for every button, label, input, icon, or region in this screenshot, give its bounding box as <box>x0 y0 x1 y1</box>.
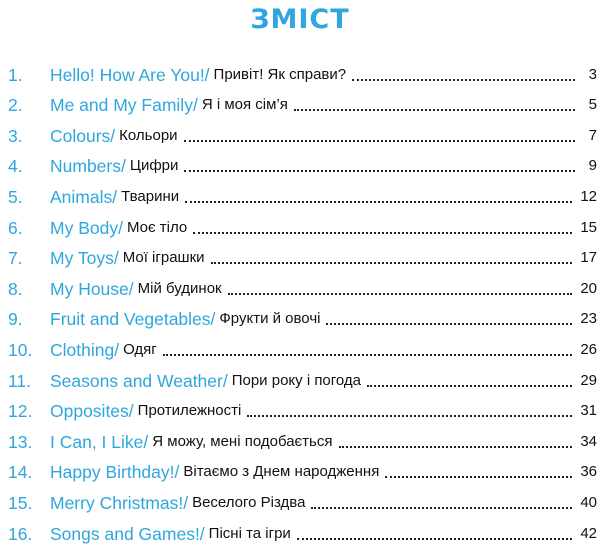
entry-number-text: 10. <box>8 339 33 360</box>
entry-number <box>0 431 50 453</box>
entry-number-text: 7. <box>8 248 23 269</box>
entry-number-text: 5. <box>8 186 23 207</box>
entry-title-ukrainian: Я і моя сім’я <box>201 96 288 114</box>
entry-title-ukrainian: Протилежності <box>137 402 242 420</box>
dot-leader <box>326 323 572 325</box>
toc-entry[interactable] <box>0 208 600 239</box>
entry-title-english: My Toys/ <box>50 248 119 269</box>
entry-number-text: 6. <box>8 217 23 238</box>
entry-title-ukrainian: Тварини <box>121 187 180 205</box>
toc-entry[interactable] <box>0 422 600 453</box>
toc-entry[interactable] <box>0 116 600 147</box>
entry-title-ukrainian: Кольори <box>119 126 178 144</box>
dot-leader <box>367 385 572 387</box>
entry-title-english: Happy Birthday!/ <box>50 462 180 483</box>
entry-number-text: 3. <box>8 125 23 146</box>
entry-title-ukrainian: Привіт! Як справи? <box>213 65 347 83</box>
entry-title-ukrainian: Вітаємо з Днем народження <box>183 463 380 481</box>
toc-entry[interactable] <box>0 392 600 423</box>
toc-entry[interactable] <box>0 361 600 392</box>
entry-number <box>0 400 50 422</box>
entry-number <box>0 247 50 269</box>
entry-title-english: Hello! How Are You!/ <box>50 64 210 85</box>
entry-number <box>0 217 50 239</box>
dot-leader <box>193 232 572 234</box>
entry-number-text: 14. <box>8 462 33 483</box>
entry-title-english: Clothing/ <box>50 339 120 360</box>
entry-page-number: 34 <box>580 432 597 450</box>
entry-title-ukrainian: Пори року і погода <box>231 371 362 389</box>
entry-title-english: Songs and Games!/ <box>50 523 205 544</box>
dot-leader <box>184 140 575 142</box>
dot-leader <box>385 476 572 478</box>
entry-number-text: 11. <box>8 370 32 391</box>
dot-leader <box>228 293 573 295</box>
entry-page-number: 12 <box>580 187 597 205</box>
dot-leader <box>352 79 575 81</box>
toc-entry[interactable] <box>0 269 600 300</box>
entry-page-number: 29 <box>580 371 597 389</box>
entry-number-text: 2. <box>8 95 23 116</box>
entry-title-ukrainian: Веселого Різдва <box>192 493 306 511</box>
dot-leader <box>163 354 573 356</box>
toc-entry[interactable] <box>0 300 600 331</box>
toc-entry[interactable] <box>0 147 600 178</box>
toc-entry[interactable] <box>0 177 600 208</box>
entry-number-text: 15. <box>8 492 33 513</box>
entry-title-ukrainian: Моє тіло <box>126 218 188 236</box>
entry-title-english: Animals/ <box>50 186 118 207</box>
entry-title-english: Merry Christmas!/ <box>50 492 189 513</box>
entry-number <box>0 186 50 208</box>
entry-number <box>0 94 50 116</box>
dot-leader <box>185 201 572 203</box>
entry-title-english: Fruit and Vegetables/ <box>50 309 216 330</box>
entry-title-ukrainian: Фрукти й овочі <box>219 310 321 328</box>
entry-title-ukrainian: Мій будинок <box>137 279 222 297</box>
toc-entry[interactable] <box>0 330 600 361</box>
entry-number <box>0 370 50 392</box>
dot-leader <box>294 109 575 111</box>
entry-number-text: 16. <box>8 523 33 544</box>
entry-page-number: 5 <box>588 96 597 114</box>
entry-number-text: 9. <box>8 309 23 330</box>
dot-leader <box>339 446 573 448</box>
entry-number-text: 1. <box>8 64 23 85</box>
entry-number-text: 4. <box>8 156 23 177</box>
toc-entry[interactable] <box>0 86 600 117</box>
entry-title-english: My Body/ <box>50 217 123 238</box>
entry-page-number: 17 <box>580 249 597 267</box>
entry-page-number: 42 <box>580 524 597 542</box>
entry-page-number: 3 <box>588 65 597 83</box>
entry-number <box>0 523 50 545</box>
entry-page-number: 36 <box>580 463 597 481</box>
entry-page-number: 31 <box>580 402 597 420</box>
entry-number-text: 8. <box>8 278 23 299</box>
entry-number-text: 12. <box>8 401 33 422</box>
entry-number <box>0 278 50 300</box>
entry-title-ukrainian: Я можу, мені подобається <box>152 432 333 450</box>
entry-number <box>0 64 50 86</box>
entry-number <box>0 339 50 361</box>
entry-page-number: 40 <box>580 493 597 511</box>
entry-title-english: Numbers/ <box>50 156 126 177</box>
entry-page-number: 7 <box>588 126 597 144</box>
toc-entry[interactable] <box>0 55 600 86</box>
entry-title-english: My House/ <box>50 278 134 299</box>
entry-page-number: 9 <box>588 157 597 175</box>
entry-number <box>0 125 50 147</box>
page-title: ЗМІСТ <box>250 4 350 35</box>
toc-entry[interactable] <box>0 514 600 545</box>
toc-list <box>0 55 600 545</box>
entry-page-number: 15 <box>580 218 597 236</box>
entry-title-ukrainian: Цифри <box>129 157 179 175</box>
toc-entry[interactable] <box>0 453 600 484</box>
entry-number-text: 13. <box>8 431 33 452</box>
dot-leader <box>184 170 575 172</box>
entry-title-english: I Can, I Like/ <box>50 431 149 452</box>
dot-leader <box>211 262 573 264</box>
entry-number <box>0 308 50 330</box>
entry-title-ukrainian: Одяг <box>123 340 157 358</box>
entry-title-english: Opposites/ <box>50 401 134 422</box>
dot-leader <box>247 415 572 417</box>
entry-title-ukrainian: Пісні та ігри <box>208 524 291 542</box>
entry-page-number: 23 <box>580 310 597 328</box>
toc-entry[interactable] <box>0 239 600 270</box>
entry-page-number: 26 <box>580 340 597 358</box>
dot-leader <box>311 507 572 509</box>
entry-number <box>0 492 50 514</box>
toc-entry[interactable] <box>0 483 600 514</box>
entry-number <box>0 461 50 483</box>
entry-title-ukrainian: Мої іграшки <box>122 249 205 267</box>
entry-page-number: 20 <box>580 279 597 297</box>
entry-title-english: Me and My Family/ <box>50 95 198 116</box>
entry-number <box>0 155 50 177</box>
entry-title-english: Colours/ <box>50 125 116 146</box>
entry-title-english: Seasons and Weather/ <box>50 370 228 391</box>
